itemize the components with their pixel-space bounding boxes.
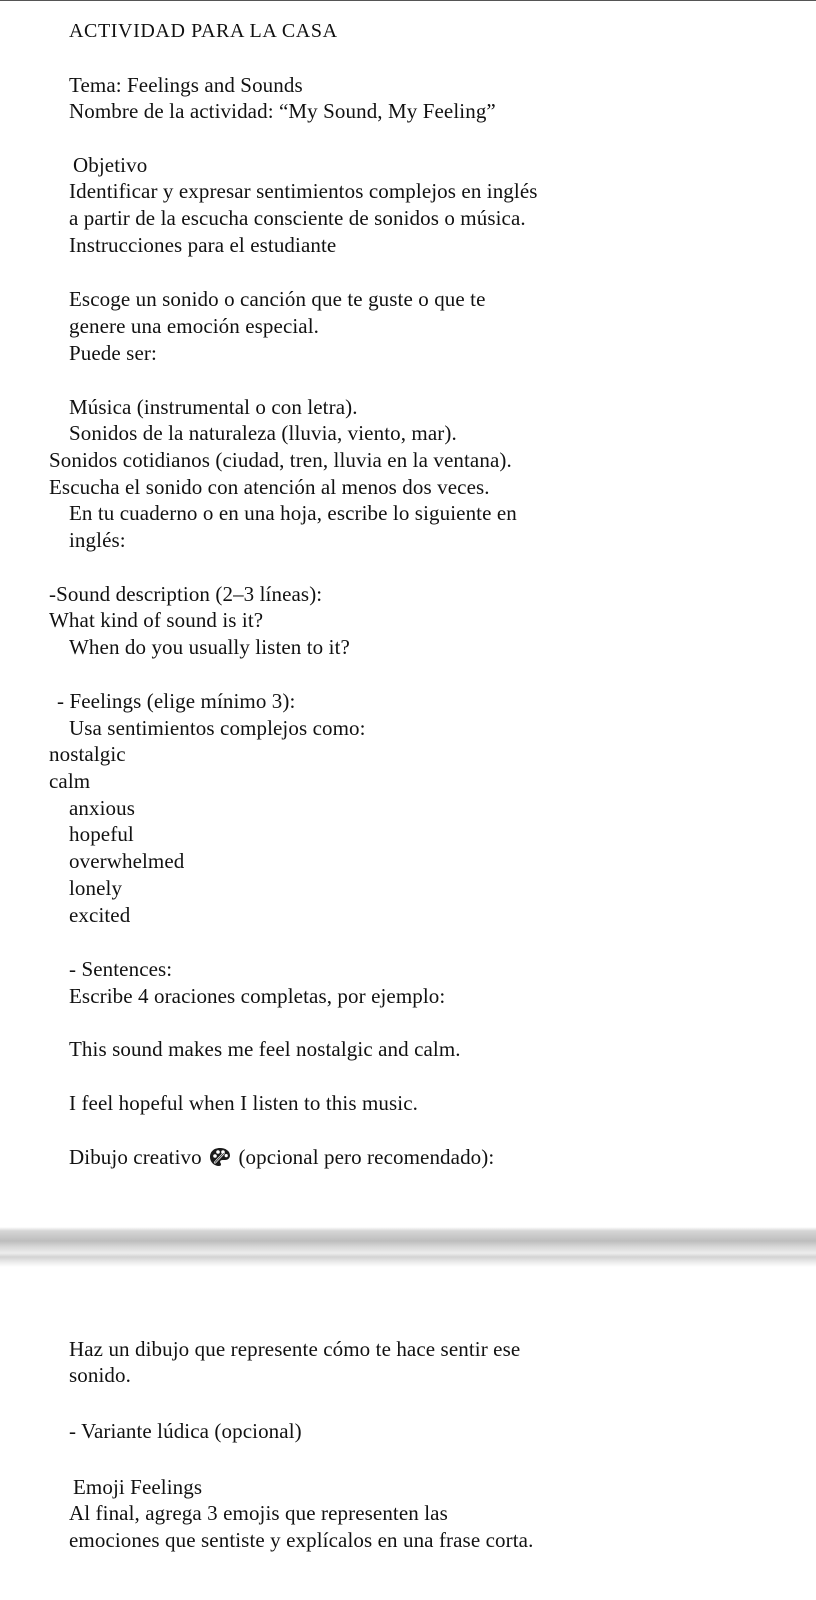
- feeling-word: hopeful: [69, 822, 134, 846]
- option-item: Música (instrumental o con letra).: [69, 395, 358, 419]
- feeling-word: anxious: [69, 796, 136, 820]
- page-title: ACTIVIDAD PARA LA CASA: [69, 20, 338, 42]
- haz-dibujo-line: Haz un dibujo que represente cómo te hace sentir ese: [69, 1337, 521, 1361]
- emoji-instruction-line: emociones que sentiste y explícalos en una frase corta.: [69, 1528, 534, 1552]
- page-break-divider: [0, 1227, 816, 1267]
- sentences-instruction: Escribe 4 oraciones completas, por ejemplo:: [69, 984, 446, 1008]
- cuaderno-line: En tu cuaderno o en una hoja, escribe lo siguiente en: [69, 501, 517, 525]
- feeling-word: overwhelmed: [69, 849, 185, 873]
- dibujo-label: Dibujo creativo: [69, 1145, 202, 1169]
- cuaderno-line: inglés:: [69, 528, 126, 552]
- escoge-line: genere una emoción especial.: [69, 314, 320, 338]
- tema-line: Tema: Feelings and Sounds: [69, 73, 303, 97]
- haz-dibujo-line: sonido.: [69, 1363, 131, 1387]
- escucha-line: Escucha el sonido con atención al menos dos veces.: [49, 475, 490, 499]
- feelings-heading: - Feelings (elige mínimo 3):: [57, 689, 296, 713]
- sentences-heading: - Sentences:: [69, 957, 173, 981]
- objetivo-heading: Objetivo: [73, 153, 148, 177]
- option-item: Sonidos de la naturaleza (lluvia, viento, mar).: [69, 421, 457, 445]
- objetivo-line: a partir de la escucha consciente de sonidos o música.: [69, 206, 526, 230]
- option-item: Sonidos cotidianos (ciudad, tren, lluvia en la ventana).: [49, 448, 512, 472]
- example-sentence: This sound makes me feel nostalgic and calm.: [69, 1037, 461, 1061]
- dibujo-note: (opcional pero recomendado):: [238, 1145, 495, 1169]
- page-top-border: [0, 0, 816, 1]
- feeling-word: excited: [69, 903, 131, 927]
- instrucciones-heading: Instrucciones para el estudiante: [69, 233, 337, 257]
- feeling-word: calm: [49, 769, 91, 793]
- emoji-instruction-line: Al final, agrega 3 emojis que representen las: [69, 1501, 448, 1525]
- sound-question: When do you usually listen to it?: [69, 635, 350, 659]
- palette-icon: [209, 1147, 231, 1167]
- feelings-intro: Usa sentimientos complejos como:: [69, 716, 366, 740]
- example-sentence: I feel hopeful when I listen to this music.: [69, 1091, 418, 1115]
- feeling-word: lonely: [69, 876, 123, 900]
- dibujo-line: [69, 1144, 494, 1170]
- objetivo-line: Identificar y expresar sentimientos complejos en inglés: [69, 179, 538, 203]
- emoji-feelings-heading: Emoji Feelings: [73, 1475, 203, 1499]
- activity-name-line: Nombre de la actividad: “My Sound, My Feeling”: [69, 99, 496, 123]
- sound-question: What kind of sound is it?: [49, 608, 264, 632]
- puede-ser-line: Puede ser:: [69, 341, 157, 365]
- escoge-line: Escoge un sonido o canción que te guste o que te: [69, 287, 486, 311]
- sound-description-heading: -Sound description (2–3 líneas):: [49, 582, 323, 606]
- feeling-word: nostalgic: [49, 742, 126, 766]
- variante-heading: - Variante lúdica (opcional): [69, 1419, 302, 1443]
